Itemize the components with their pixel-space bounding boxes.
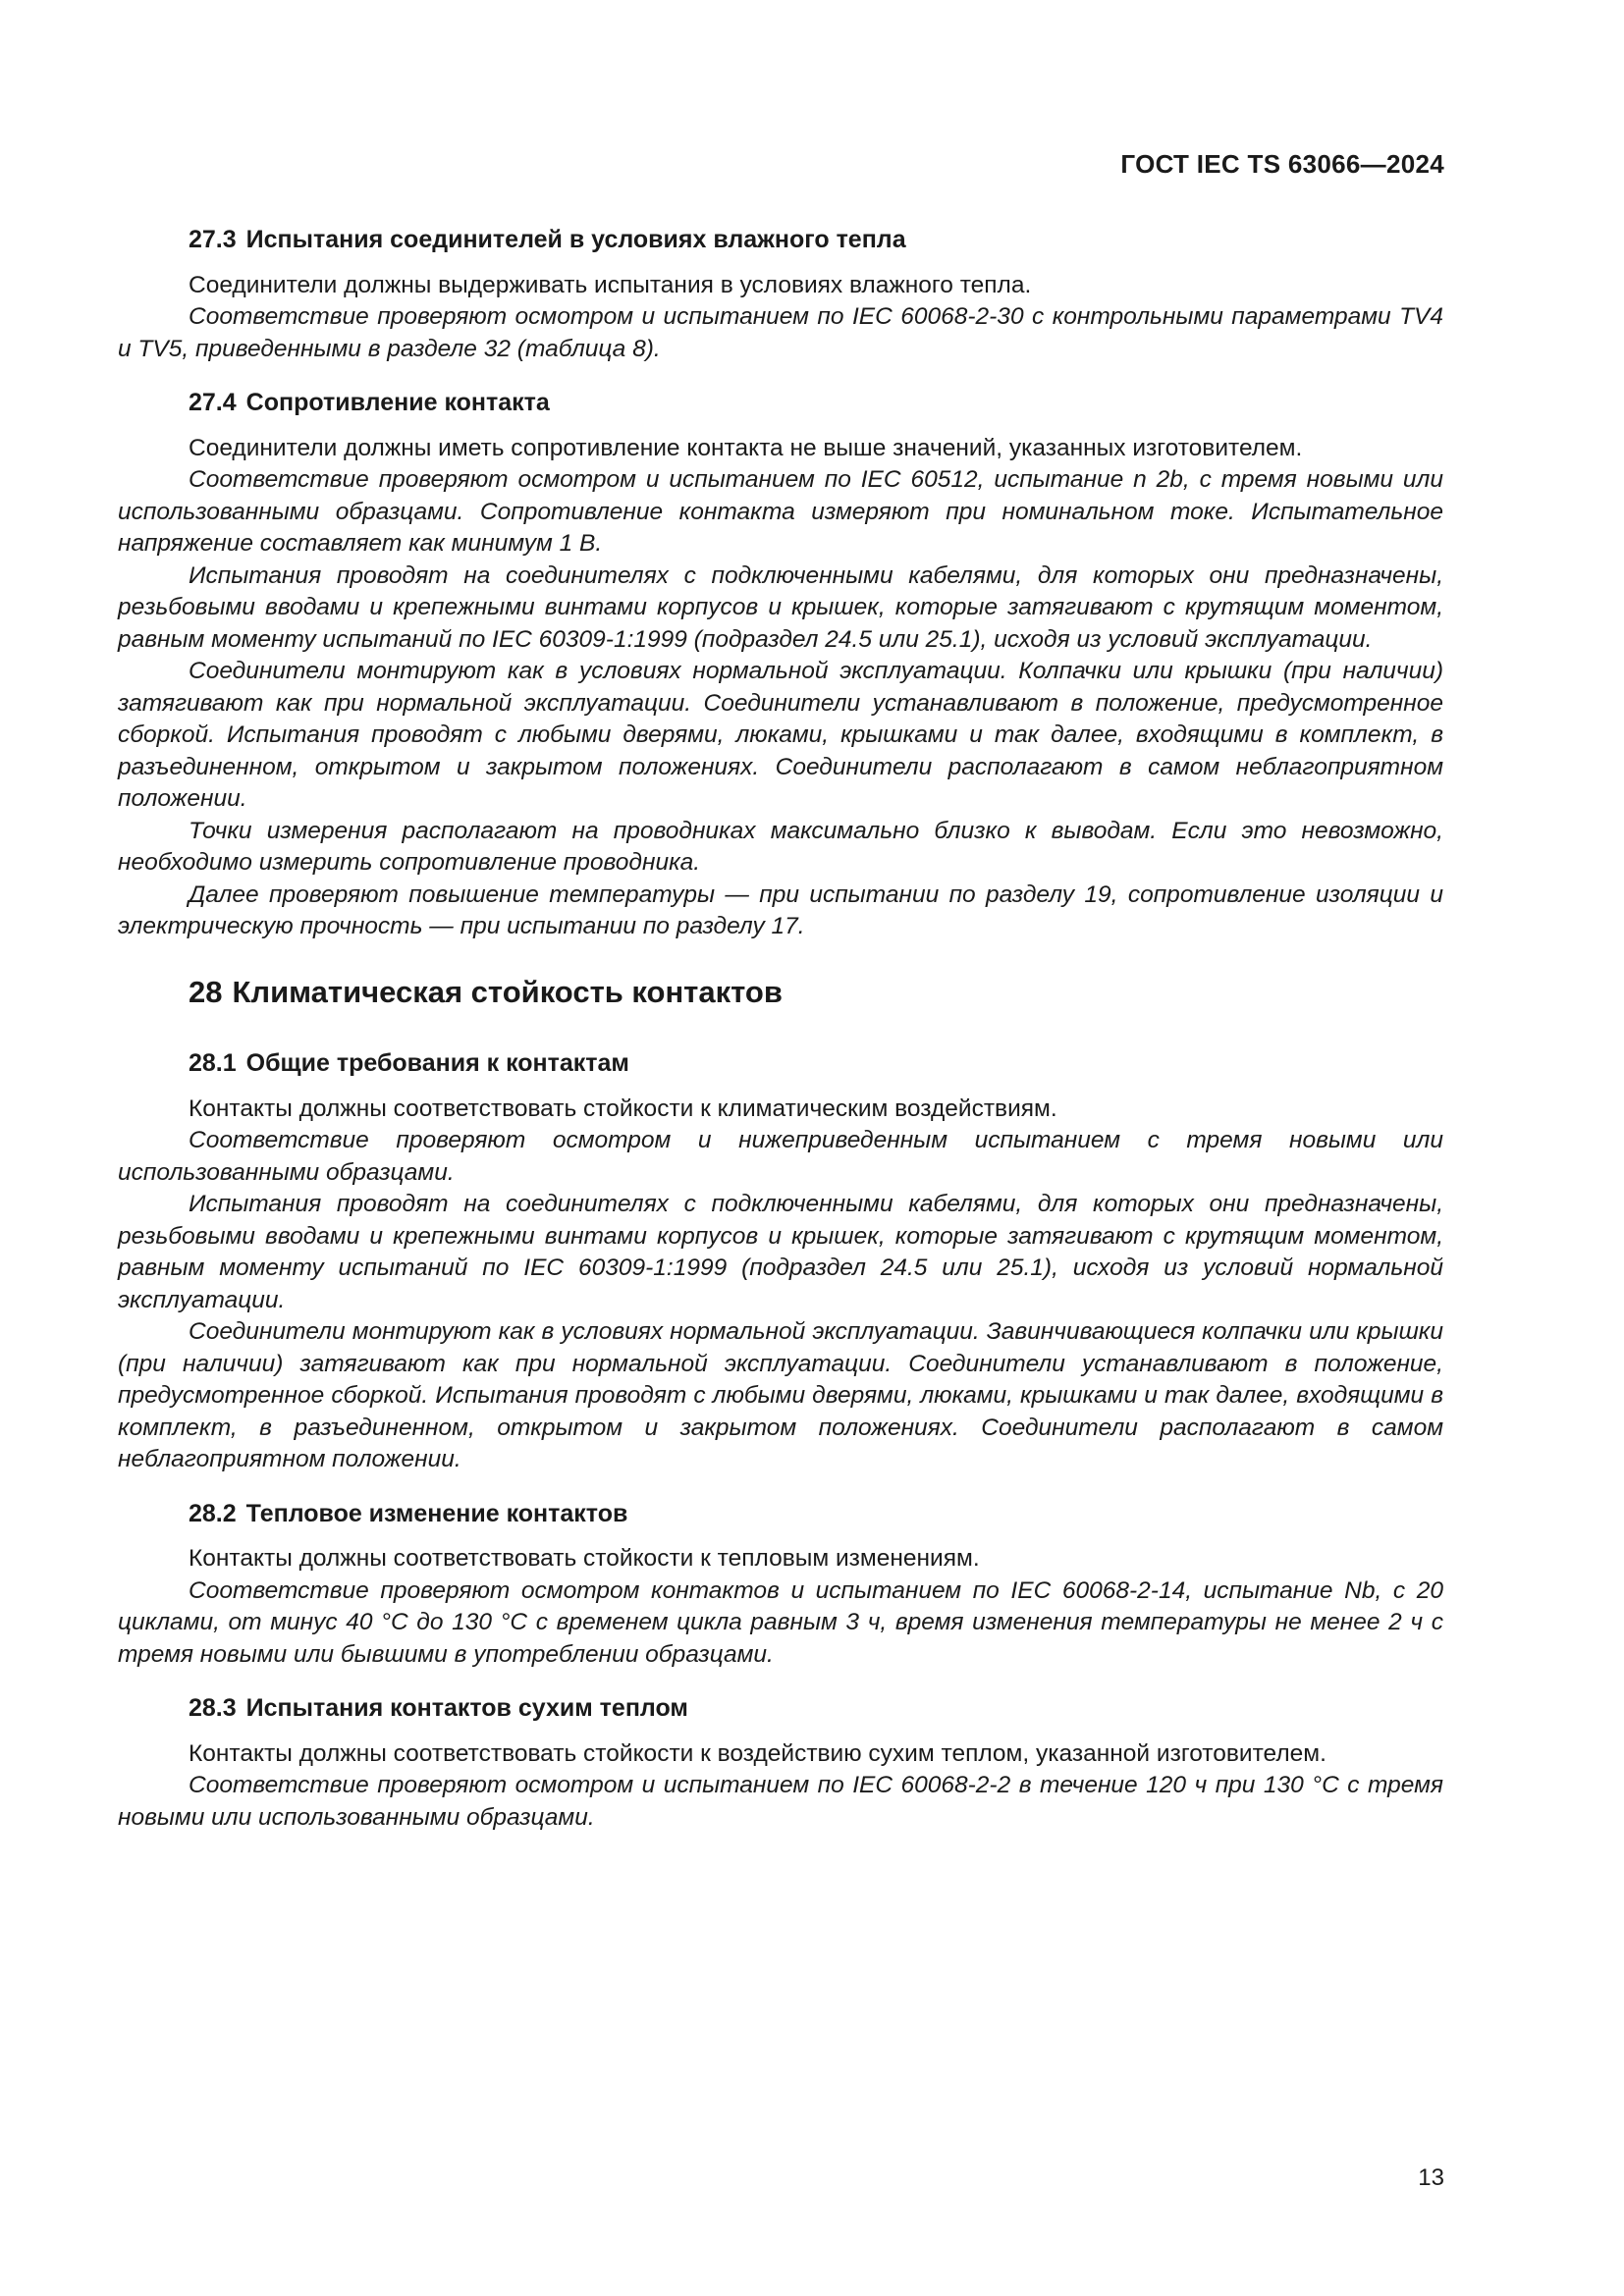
section-28-2: [118, 1498, 1443, 1672]
chapter-number: 28: [189, 974, 223, 1009]
section-heading: [189, 224, 1443, 256]
paragraph-italic: Испытания проводят на соединителях с подключенными кабелями, для которых они предназначены, резьбовыми вводами и крепежными винтами корпусов и крышек, которые затягивают с крутящим моментом, равным моменту испытаний по IEC 60309-1:1999 (подраздел 24.5 или 25.1), исходя из условий эксплуатации.: [118, 561, 1443, 653]
paragraph-italic: Испытания проводят на соединителях с подключенными кабелями, для которых они предназначены, резьбовыми вводами и крепежными винтами корпусов и крышек, которые затягивают с крутящим моментом, равным моменту испытаний по IEC 60309-1:1999 (подраздел 24.5 или 25.1), исходя из условий нормальной эксплуатации.: [118, 1191, 1443, 1313]
paragraph-italic: Соответствие проверяют осмотром и испытанием по IEC 60068-2-2 в течение 120 ч при 130 °C с тремя новыми или использованными образцами.: [118, 1772, 1443, 1831]
section-heading: [189, 1692, 1443, 1725]
paragraph-italic: Точки измерения располагают на проводниках максимально близко к выводам. Если это невозможно, необходимо измерить сопротивление проводника.: [118, 817, 1443, 876]
paragraph: Контакты должны соответствовать стойкости к тепловым изменениям.: [189, 1545, 980, 1572]
chapter-heading: [189, 974, 1443, 1009]
section-title: Общие требования к контактам: [245, 1049, 629, 1077]
section-title: Испытания соединителей в условиях влажного тепла: [245, 226, 906, 253]
paragraph-italic: Соединители монтируют как в условиях нормальной эксплуатации. Завинчивающиеся колпачки или крышки (при наличии) затягивают как при нормальной эксплуатации. Соединители устанавливают в положение, предусмотренное сборкой. Испытания проводят с любыми дверями, люками, крышками и так далее, входящими в комплект, в разъединенном, открытом и закрытом положениях. Соединители располагают в самом неблагоприятном положении.: [118, 1318, 1443, 1472]
section-heading: [189, 387, 1443, 419]
paragraph-italic: Соединители монтируют как в условиях нормальной эксплуатации. Колпачки или крышки (при наличии) затягивают как при нормальной эксплуатации. Соединители устанавливают в положение, предусмотренное сборкой. Испытания проводят с любыми дверями, люками, крышками и так далее, входящими в комплект, в разъединенном, открытом и закрытом положениях. Соединители располагают в самом неблагоприятном положении.: [118, 658, 1443, 812]
paragraph: Контакты должны соответствовать стойкости к воздействию сухим теплом, указанной изготовителем.: [189, 1739, 1326, 1767]
section-number: 28.3: [189, 1694, 237, 1722]
section-number: 27.4: [189, 389, 237, 416]
section-27-4: [118, 387, 1443, 943]
section-title: Испытания контактов сухим теплом: [245, 1694, 688, 1722]
section-27-3: [118, 224, 1443, 365]
paragraph-italic: Соответствие проверяют осмотром и испытанием по IEC 60068-2-30 с контрольными параметрами TV4 и TV5, приведенными в разделе 32 (таблица 8).: [118, 303, 1443, 362]
section-28-3: [118, 1692, 1443, 1834]
chapter-title: Климатическая стойкость контактов: [232, 974, 783, 1009]
paragraph: Соединители должны выдерживать испытания в условиях влажного тепла.: [189, 271, 1032, 298]
page-content: [118, 224, 1443, 1855]
paragraph: Соединители должны иметь сопротивление контакта не выше значений, указанных изготовителем.: [189, 434, 1303, 461]
paragraph: Контакты должны соответствовать стойкости к климатическим воздействиям.: [189, 1095, 1057, 1122]
section-28-1: [118, 1047, 1443, 1476]
section-heading: [189, 1047, 1443, 1080]
document-id: ГОСТ IEC TS 63066—2024: [1120, 149, 1444, 179]
section-number: 27.3: [189, 226, 237, 253]
paragraph-italic: Соответствие проверяют осмотром и нижеприведенным испытанием с тремя новыми или использованными образцами.: [118, 1127, 1443, 1186]
paragraph-italic: Соответствие проверяют осмотром контактов и испытанием по IEC 60068-2-14, испытание Nb, с 20 циклами, от минус 40 °C до 130 °C с временем цикла равным 3 ч, время изменения температуры не менее 2 ч с тремя новыми или бывшими в употреблении образцами.: [118, 1576, 1443, 1668]
section-title: Тепловое изменение контактов: [245, 1499, 628, 1527]
section-number: 28.1: [189, 1049, 237, 1077]
paragraph-italic: Далее проверяют повышение температуры — при испытании по разделу 19, сопротивление изоляции и электрическую прочность — при испытании по разделу 17.: [118, 881, 1443, 939]
paragraph-italic: Соответствие проверяют осмотром и испытанием по IEC 60512, испытание n 2b, с тремя новыми или использованными образцами. Сопротивление контакта измеряют при номинальном токе. Испытательное напряжение составляет как минимум 1 В.: [118, 466, 1443, 557]
page-number: 13: [1418, 2164, 1444, 2191]
section-heading: [189, 1498, 1443, 1530]
section-title: Сопротивление контакта: [245, 389, 550, 416]
section-number: 28.2: [189, 1499, 237, 1527]
